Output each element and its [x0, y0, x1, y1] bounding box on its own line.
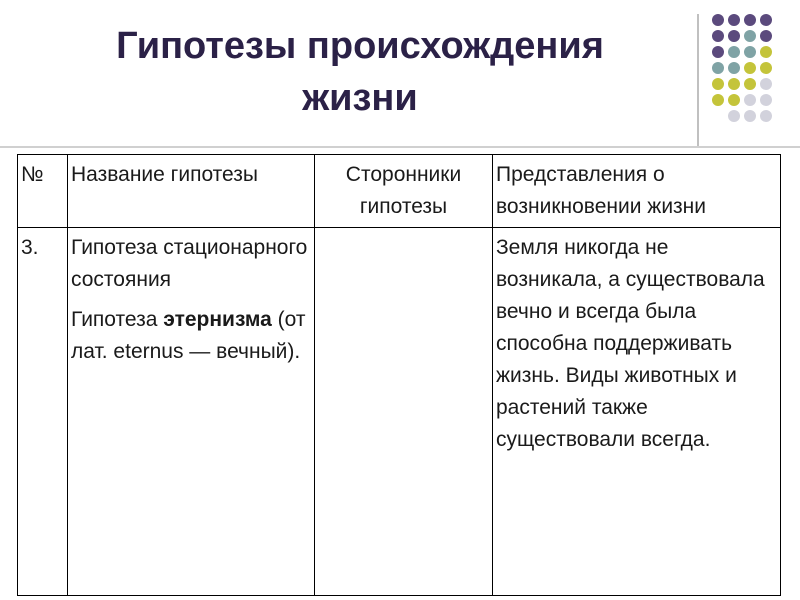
decorative-dot [728, 46, 740, 58]
decorative-dot [744, 14, 756, 26]
decorative-dot [728, 110, 740, 122]
slide-title-line-2: жизни [302, 77, 418, 119]
decorative-dot [744, 94, 756, 106]
decorative-dot [712, 30, 724, 42]
decorative-vertical-line [697, 14, 699, 146]
decorative-horizontal-line [0, 146, 800, 148]
decorative-dot [712, 62, 724, 74]
decorative-dot [744, 46, 756, 58]
hypothesis-table [17, 154, 781, 596]
row-description-cell: Земля никогда не возникала, а существовала вечно и всегда была способна поддерживать жизнь. Виды животных и растений также существовали всегда. [493, 228, 781, 596]
decorative-dot-grid [712, 14, 772, 126]
decorative-dot [760, 78, 772, 90]
header-supporters: Сторонники гипотезы [315, 155, 493, 228]
decorative-dot [760, 14, 772, 26]
table-row [18, 228, 781, 596]
decorative-dot [728, 62, 740, 74]
decorative-dot [760, 46, 772, 58]
decorative-dot [760, 110, 772, 122]
header-ideas-origin: Представления о возникновении жизни [493, 155, 781, 228]
decorative-dot [728, 78, 740, 90]
decorative-dot [744, 30, 756, 42]
decorative-dot [712, 78, 724, 90]
hypothesis-name-alternate [71, 304, 311, 368]
decorative-dot [744, 62, 756, 74]
decorative-dot [728, 14, 740, 26]
header-number: № [18, 155, 68, 228]
row-name-cell [68, 228, 315, 596]
decorative-dot [744, 110, 756, 122]
decorative-dot [744, 78, 756, 90]
row-number-cell: 3. [18, 228, 68, 596]
row-supporters-cell [315, 228, 493, 596]
decorative-dot [760, 62, 772, 74]
decorative-dot [712, 14, 724, 26]
hypothesis-name-primary: Гипотеза стационарного состояния [71, 236, 308, 291]
decorative-dot [728, 94, 740, 106]
decorative-dot [760, 94, 772, 106]
slide-title [40, 20, 680, 124]
hypothesis-name-prefix: Гипотеза [71, 308, 164, 331]
hypothesis-name-suffix: (от лат. eternus — вечный). [71, 308, 306, 363]
table-header-row [18, 155, 781, 228]
decorative-dot [760, 30, 772, 42]
decorative-dot [728, 30, 740, 42]
decorative-dot [712, 94, 724, 106]
decorative-dot [712, 46, 724, 58]
header-hypothesis-name: Название гипотезы [68, 155, 315, 228]
slide-title-line-1: Гипотезы происхождения [116, 25, 604, 67]
hypothesis-term: этернизма [163, 308, 272, 331]
